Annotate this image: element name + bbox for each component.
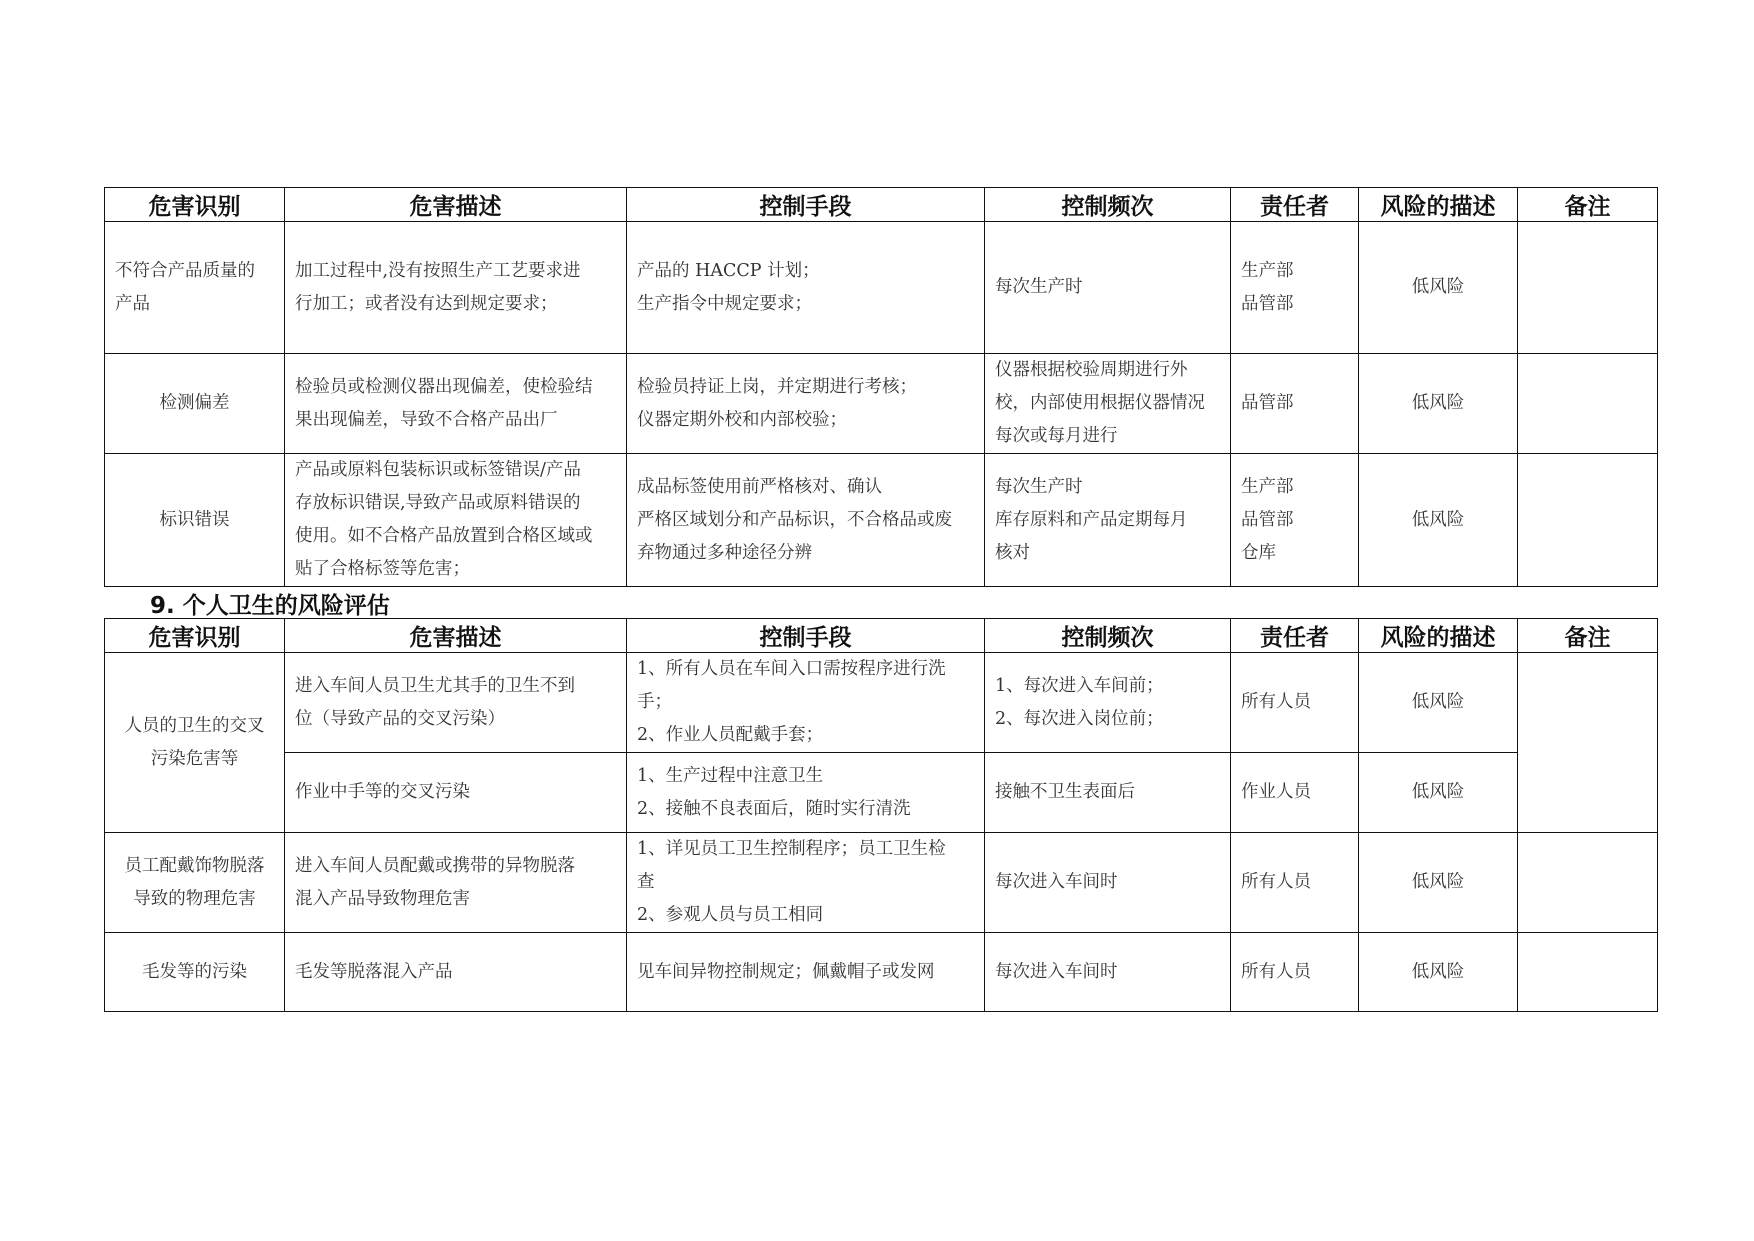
cell-line: 行加工；或者没有达到规定要求； xyxy=(295,293,558,314)
header-remark: 备注 xyxy=(1518,188,1658,222)
cell-line: 接触不卫生表面后 xyxy=(995,782,1135,802)
cell-line: 不符合产品质量的 xyxy=(115,260,255,281)
cell-line: 仪器定期外校和内部校验； xyxy=(637,409,847,430)
cell-line: 生产指令中规定要求； xyxy=(637,293,812,314)
cell-line: 生产部 xyxy=(1241,260,1294,281)
cell-line: 毛发等脱落混入产品 xyxy=(295,961,453,982)
cell-line: 使用。如不合格产品放置到合格区域或 xyxy=(295,526,593,546)
cell-line: 校，内部使用根据仪器情况 xyxy=(995,393,1205,413)
cell-line: 品管部 xyxy=(1241,293,1294,314)
control-cell xyxy=(627,354,985,454)
cell-line: 贴了合格标签等危害； xyxy=(295,559,470,579)
risk-cell: 低风险 xyxy=(1359,354,1518,454)
hazard-cell xyxy=(105,933,285,1012)
cell-line: 加工过程中,没有按照生产工艺要求进 xyxy=(295,260,581,281)
cell-line: 检测偏差 xyxy=(159,393,230,413)
control-cell xyxy=(627,933,985,1012)
cell-line: 核对 xyxy=(995,542,1030,563)
header-risk-description: 风险的描述 xyxy=(1359,619,1518,653)
control-cell xyxy=(627,222,985,354)
cell-line: 见车间异物控制规定；佩戴帽子或发网 xyxy=(637,961,935,982)
cell-line: 品管部 xyxy=(1241,509,1294,530)
cell-line: 所有人员 xyxy=(1241,872,1311,892)
responsible-cell xyxy=(1231,222,1359,354)
cell-line: 每次生产时 xyxy=(995,476,1083,497)
cell-line: 仪器根据校验周期进行外 xyxy=(995,360,1188,380)
responsible-cell xyxy=(1231,833,1359,933)
risk-cell: 低风险 xyxy=(1359,753,1518,833)
header-responsible: 责任者 xyxy=(1231,188,1359,222)
header-remark: 备注 xyxy=(1518,619,1658,653)
responsible-cell xyxy=(1231,753,1359,833)
hazard-cell xyxy=(105,222,285,354)
control-cell xyxy=(627,454,985,587)
cell-line: 品管部 xyxy=(1241,393,1294,413)
remark-cell xyxy=(1518,454,1658,587)
description-cell xyxy=(285,222,627,354)
header-control-frequency: 控制频次 xyxy=(985,619,1231,653)
cell-line: 污染危害等 xyxy=(150,748,239,769)
cell-line: 每次生产时 xyxy=(995,277,1083,297)
cell-line: 检验员或检测仪器出现偏差，使检验结 xyxy=(295,376,593,397)
cell-line: 手； xyxy=(637,692,672,712)
frequency-cell xyxy=(985,933,1231,1012)
cell-line: 标识错误 xyxy=(159,509,230,530)
cell-line: 位（导致产品的交叉污染） xyxy=(295,708,505,729)
cell-line: 仓库 xyxy=(1241,542,1276,563)
cell-line: 生产部 xyxy=(1241,476,1294,497)
cell-line: 弃物通过多种途径分辨 xyxy=(637,542,812,563)
cell-line: 2、每次进入岗位前； xyxy=(995,708,1164,729)
cell-line: 果出现偏差，导致不合格产品出厂 xyxy=(295,409,558,430)
cell-line: 作业人员 xyxy=(1241,782,1311,802)
table-row xyxy=(105,454,1658,587)
responsible-cell xyxy=(1231,454,1359,587)
remark-cell xyxy=(1518,933,1658,1012)
hazard-table-1 xyxy=(104,187,1658,587)
header-control-means: 控制手段 xyxy=(627,619,985,653)
cell-line: 1、所有人员在车间入口需按程序进行洗 xyxy=(637,659,946,679)
cell-line: 1、每次进入车间前； xyxy=(995,675,1164,696)
cell-line: 检验员持证上岗，并定期进行考核； xyxy=(637,376,917,397)
header-responsible: 责任者 xyxy=(1231,619,1359,653)
hazard-cell xyxy=(105,833,285,933)
risk-cell: 低风险 xyxy=(1359,222,1518,354)
frequency-cell xyxy=(985,354,1231,454)
cell-line: 2、接触不良表面后，随时实行清洗 xyxy=(637,798,911,819)
control-cell xyxy=(627,653,985,753)
remark-cell xyxy=(1518,653,1658,833)
frequency-cell xyxy=(985,653,1231,753)
table-header-row xyxy=(105,619,1658,653)
cell-line: 每次进入车间时 xyxy=(995,872,1118,892)
risk-cell: 低风险 xyxy=(1359,454,1518,587)
description-cell xyxy=(285,454,627,587)
section-title: 9. 个人卫生的风险评估 xyxy=(150,593,390,619)
cell-line: 2、作业人员配戴手套； xyxy=(637,725,824,745)
cell-line: 产品或原料包装标识或标签错误/产品 xyxy=(295,460,581,480)
cell-line: 作业中手等的交叉污染 xyxy=(295,782,470,802)
cell-line: 每次或每月进行 xyxy=(995,426,1118,446)
cell-line: 查 xyxy=(637,872,655,892)
cell-line: 毛发等的污染 xyxy=(142,961,247,982)
table-row xyxy=(105,222,1658,354)
frequency-cell xyxy=(985,222,1231,354)
cell-line: 混入产品导致物理危害 xyxy=(295,888,470,909)
cell-line: 成品标签使用前严格核对、确认 xyxy=(637,476,882,497)
description-cell xyxy=(285,354,627,454)
header-risk-description: 风险的描述 xyxy=(1359,188,1518,222)
frequency-cell xyxy=(985,454,1231,587)
hazard-cell xyxy=(105,454,285,587)
table-header-row xyxy=(105,188,1658,222)
table-row xyxy=(105,354,1658,454)
cell-line: 员工配戴饰物脱落 xyxy=(124,855,265,876)
risk-cell: 低风险 xyxy=(1359,833,1518,933)
cell-line: 进入车间人员配戴或携带的异物脱落 xyxy=(295,855,575,876)
responsible-cell xyxy=(1231,354,1359,454)
frequency-cell xyxy=(985,833,1231,933)
cell-line: 1、详见员工卫生控制程序；员工卫生检 xyxy=(637,839,946,859)
header-hazard-id: 危害识别 xyxy=(105,188,285,222)
hazard-cell xyxy=(105,653,285,833)
cell-line: 产品的 HACCP 计划； xyxy=(637,260,820,281)
cell-line: 2、参观人员与员工相同 xyxy=(637,905,824,925)
control-cell xyxy=(627,753,985,833)
description-cell xyxy=(285,933,627,1012)
description-cell xyxy=(285,833,627,933)
cell-line: 人员的卫生的交叉 xyxy=(124,715,265,736)
table-row xyxy=(105,933,1658,1012)
table-row xyxy=(105,753,1658,833)
remark-cell xyxy=(1518,222,1658,354)
responsible-cell xyxy=(1231,933,1359,1012)
header-hazard-description: 危害描述 xyxy=(285,188,627,222)
cell-line: 严格区域划分和产品标识，不合格品或废 xyxy=(637,509,952,530)
cell-line: 存放标识错误,导致产品或原料错误的 xyxy=(295,493,581,513)
cell-line: 导致的物理危害 xyxy=(133,888,256,909)
table-row xyxy=(105,653,1658,753)
remark-cell xyxy=(1518,354,1658,454)
remark-cell xyxy=(1518,833,1658,933)
table-row xyxy=(105,833,1658,933)
header-control-frequency: 控制频次 xyxy=(985,188,1231,222)
header-control-means: 控制手段 xyxy=(627,188,985,222)
cell-line: 所有人员 xyxy=(1241,692,1311,712)
risk-cell: 低风险 xyxy=(1359,653,1518,753)
frequency-cell xyxy=(985,753,1231,833)
header-hazard-description: 危害描述 xyxy=(285,619,627,653)
risk-cell: 低风险 xyxy=(1359,933,1518,1012)
hazard-table-2 xyxy=(104,618,1658,1012)
description-cell xyxy=(285,653,627,753)
cell-line: 1、生产过程中注意卫生 xyxy=(637,765,824,786)
header-hazard-id: 危害识别 xyxy=(105,619,285,653)
cell-line: 每次进入车间时 xyxy=(995,961,1118,982)
responsible-cell xyxy=(1231,653,1359,753)
cell-line: 产品 xyxy=(115,293,150,314)
cell-line: 所有人员 xyxy=(1241,961,1311,982)
description-cell xyxy=(285,753,627,833)
control-cell xyxy=(627,833,985,933)
cell-line: 库存原料和产品定期每月 xyxy=(995,509,1188,530)
hazard-cell xyxy=(105,354,285,454)
cell-line: 进入车间人员卫生尤其手的卫生不到 xyxy=(295,675,575,696)
